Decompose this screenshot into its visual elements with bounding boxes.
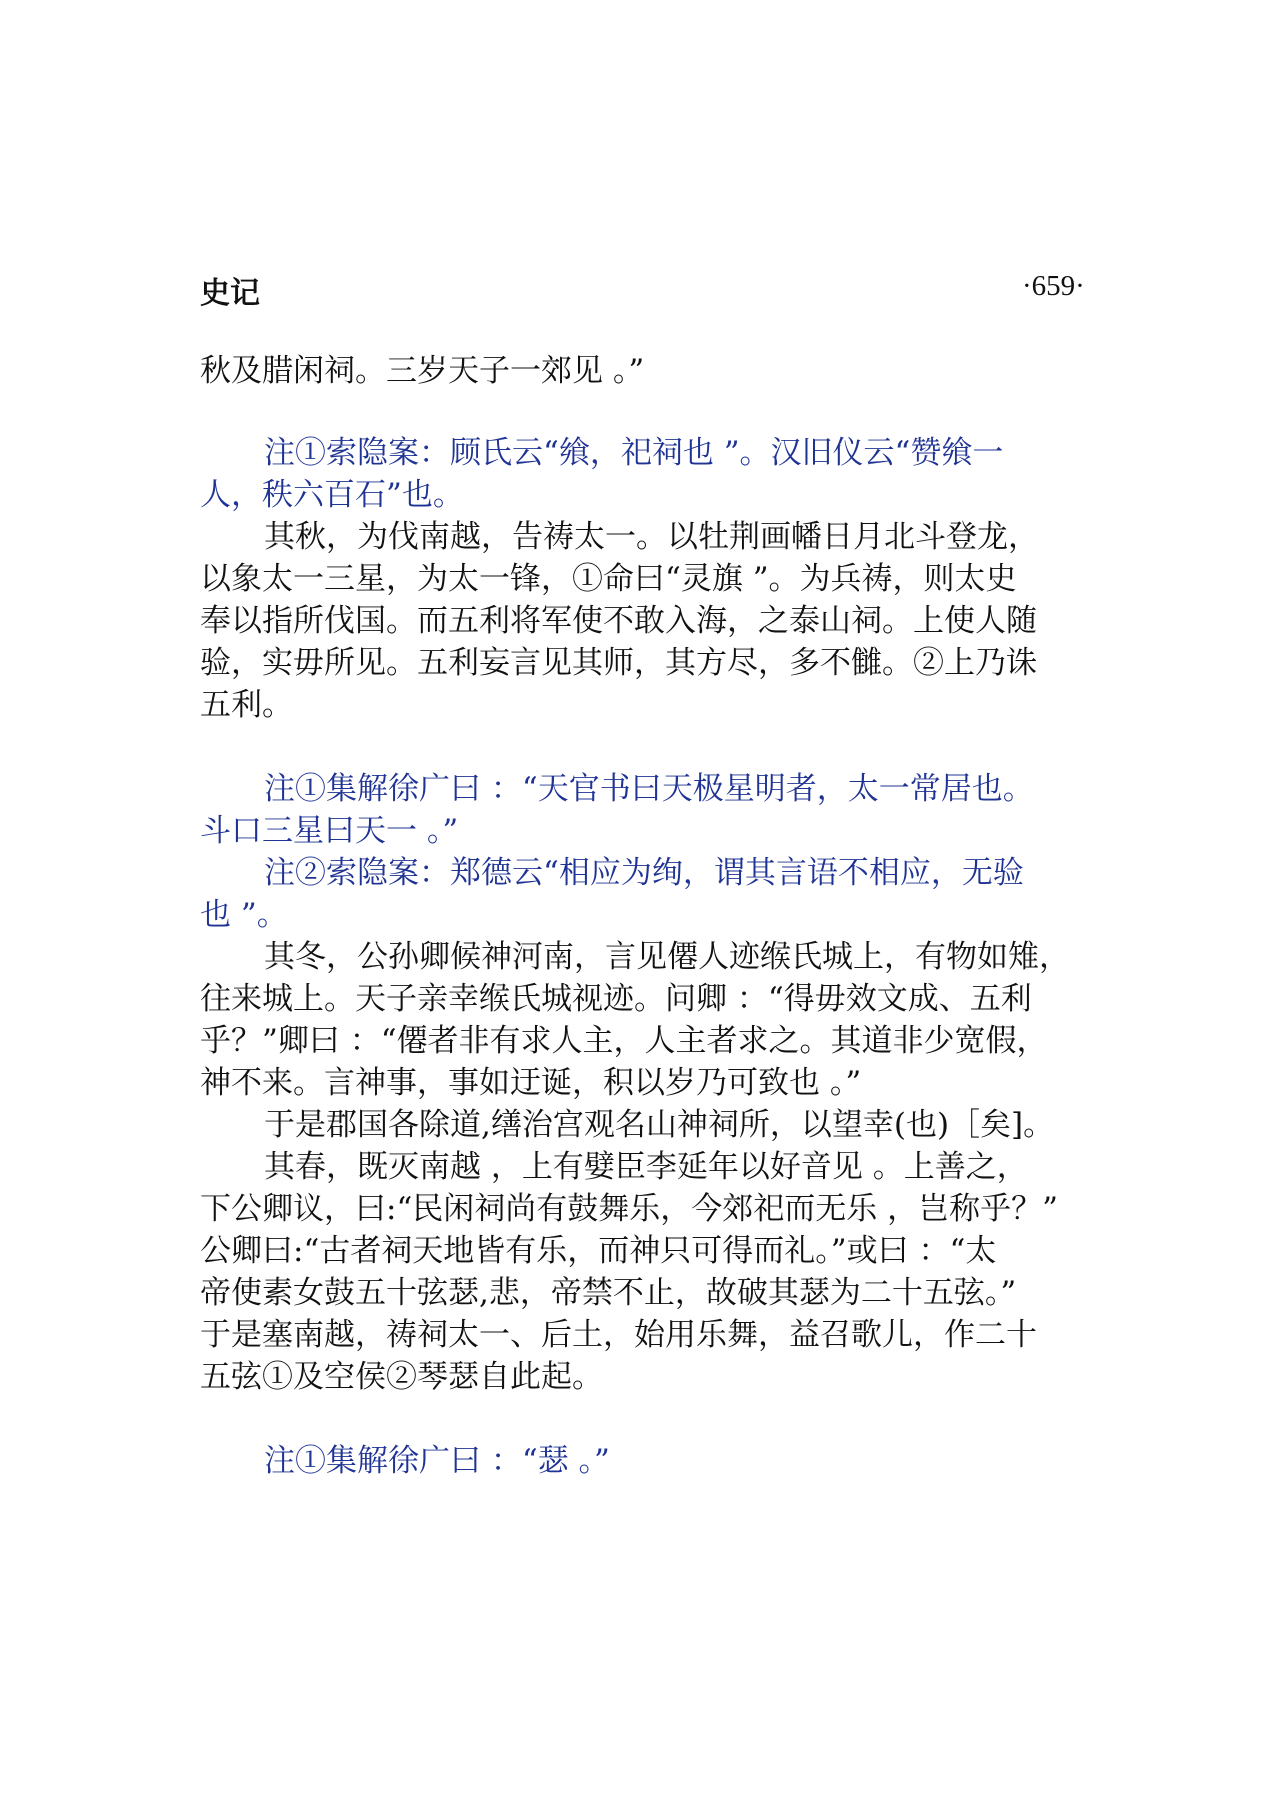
annotation-note	[200, 768, 1100, 852]
text-line: 神不来。言神事，事如迂诞，积以岁乃可致也 。”	[200, 1065, 862, 1101]
text-line: 以象太一三星，为太一锋，①命曰“灵旗 ”。为兵祷，则太史	[200, 561, 1017, 597]
paragraph	[200, 936, 1100, 1104]
annotation-note	[200, 1440, 1100, 1482]
text-line: 帝使素女鼓五十弦瑟,悲，帝禁不止，故破其瑟为二十五弦。”	[200, 1275, 1017, 1311]
text-line: 乎？”卿曰 ：“僊者非有求人主，人主者求之。其道非少宽假，	[200, 1023, 1048, 1059]
text-line: 五弦①及空侯②琴瑟自此起。	[200, 1359, 603, 1395]
paragraph	[200, 516, 1100, 726]
annotation-note	[200, 432, 1100, 516]
text-line: 往来城上。天子亲幸缑氏城视迹。问卿 ：“得毋效文成、五利	[200, 981, 1032, 1017]
text-line: 下公卿议，曰:“民闲祠尚有鼓舞乐，今郊祀而无乐 ，岂称乎？”	[200, 1191, 1058, 1227]
text-line: 五利。	[200, 687, 293, 723]
text-line: 其秋，为伐南越，告祷太一。以牡荆画幡日月北斗登龙，	[264, 519, 1039, 555]
note-line: 注①集解徐广曰 ：“瑟 。”	[264, 1443, 610, 1479]
note-line: 斗口三星曰天一 。”	[200, 813, 459, 849]
text-line: 于是郡国各除道,缮治宫观名山神祠所，以望幸(也)［矣]。	[264, 1107, 1055, 1143]
paragraph	[200, 1146, 1100, 1398]
page-number: ·659·	[1022, 270, 1085, 302]
text-line: 秋及腊闲祠。三岁天子一郊见 。”	[200, 353, 645, 389]
text-line: 验，实毋所见。五利妄言见其师，其方尽，多不雠。②上乃诛	[200, 645, 1037, 681]
text-line: 于是塞南越，祷祠太一、后土，始用乐舞，益召歌儿，作二十	[200, 1317, 1037, 1353]
text-line: 其春，既灭南越 ，上有嬖臣李延年以好音见 。上善之，	[264, 1149, 1028, 1185]
note-line: 注①索隐案：顾氏云“飨，祀祠也 ”。汉旧仪云“赞飨一	[264, 435, 1004, 471]
note-line: 也 ”。	[200, 897, 288, 933]
note-line: 注②索隐案：郑德云“相应为绚，谓其言语不相应，无验	[264, 855, 1024, 891]
paragraph	[200, 1104, 1100, 1146]
text-line: 其冬，公孙卿候神河南，言见僊人迹缑氏城上，有物如雉，	[264, 939, 1070, 975]
running-header-title: 史记	[200, 276, 260, 311]
note-line: 人，秩六百石”也。	[200, 477, 464, 513]
note-line: 注①集解徐广曰 ：“天官书曰天极星明者，太一常居也。	[264, 771, 1034, 807]
annotation-note	[200, 852, 1100, 936]
paragraph-continuation	[200, 350, 1100, 392]
text-line: 公卿曰:“古者祠天地皆有乐，而神只可得而礼。”或曰 ：“太	[200, 1233, 997, 1269]
text-line: 奉以指所伐国。而五利将军使不敢入海，之泰山祠。上使人随	[200, 603, 1037, 639]
